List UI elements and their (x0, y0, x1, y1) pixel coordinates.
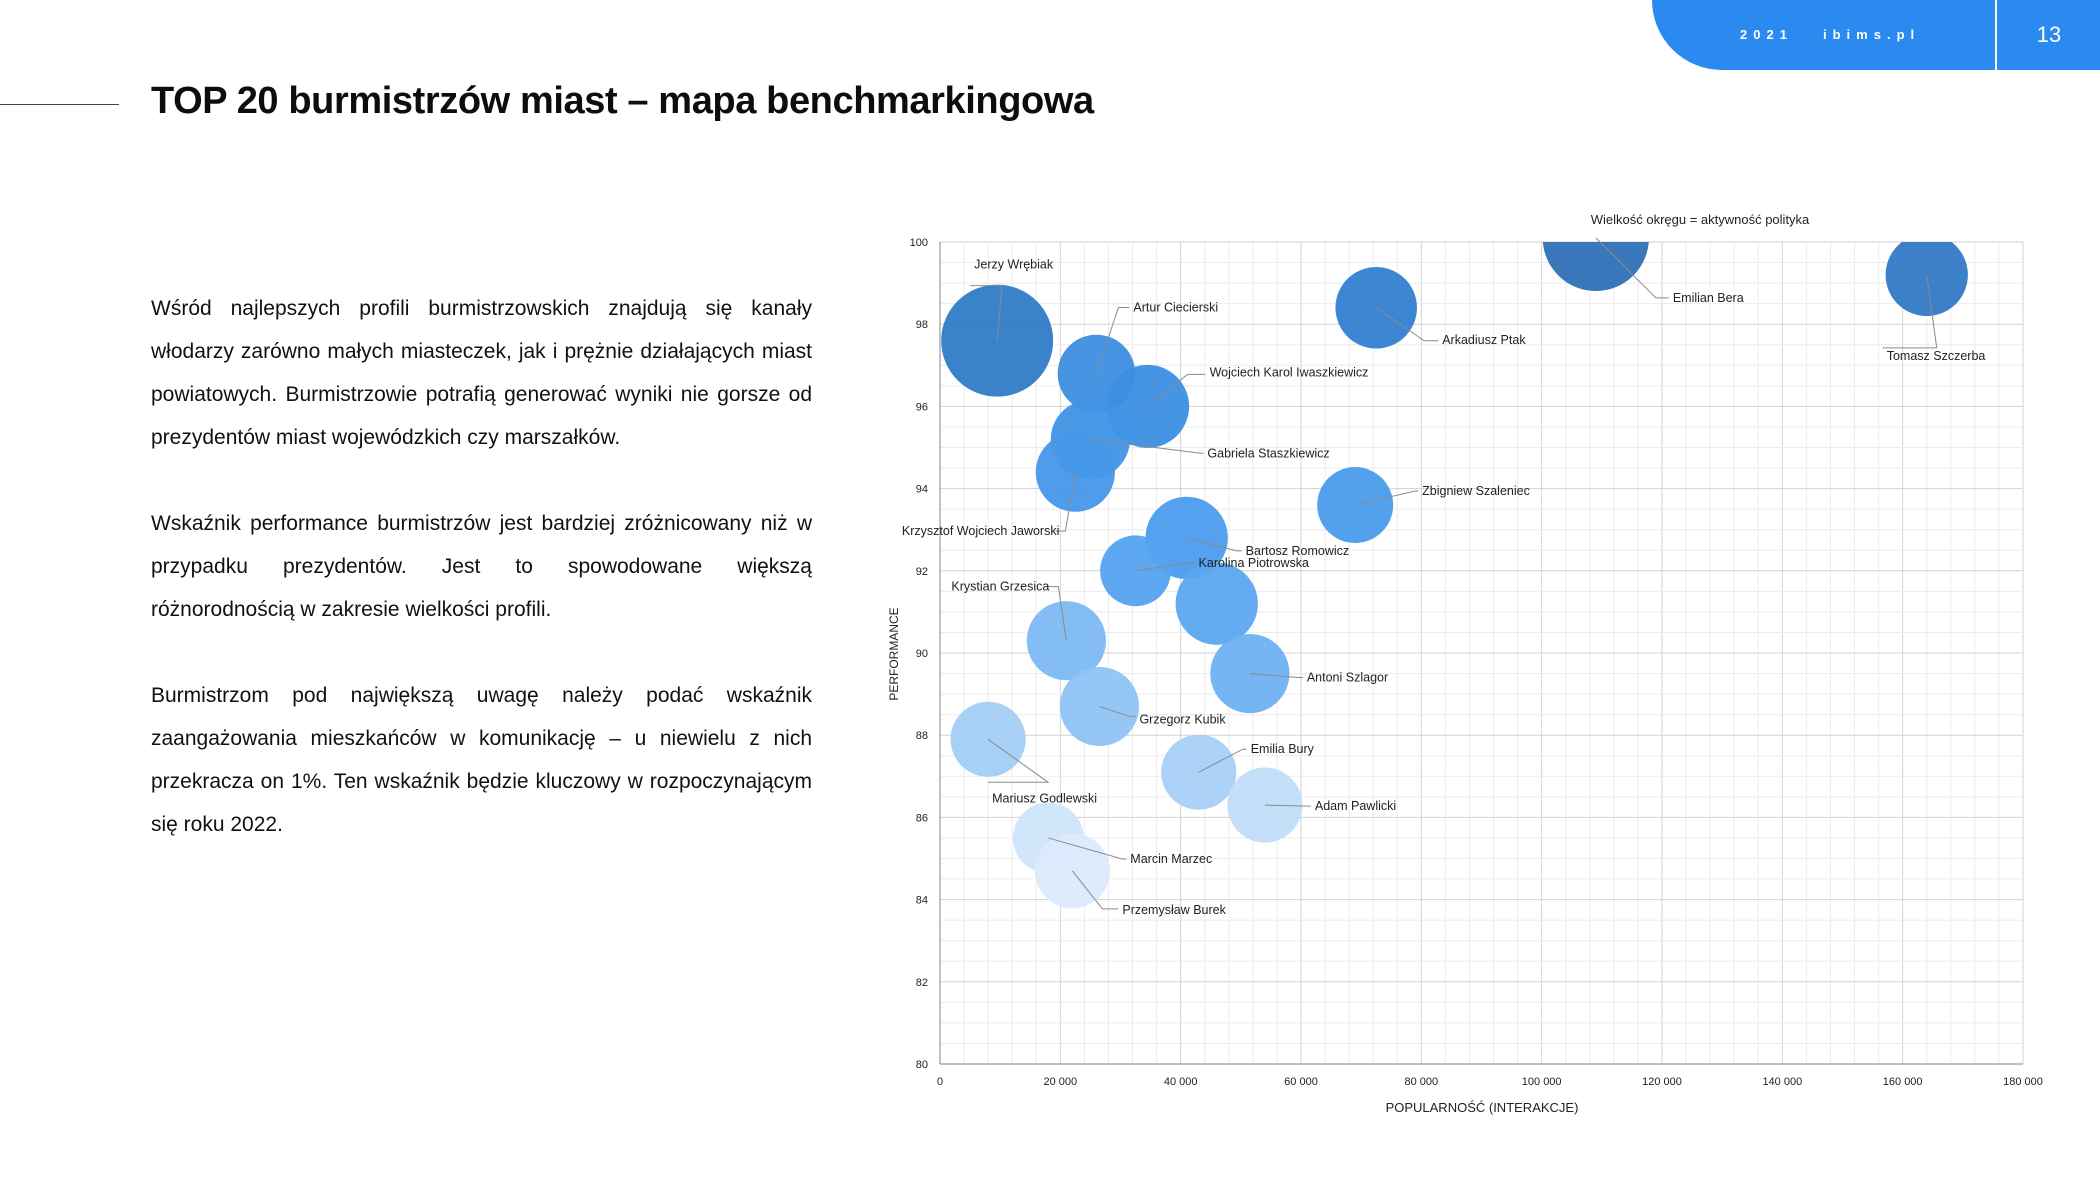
y-tick-label: 84 (915, 894, 928, 907)
y-tick-label: 90 (915, 648, 928, 660)
page-number: 13 (2036, 22, 2062, 47)
x-tick-label: 40 000 (1163, 1076, 1198, 1088)
paragraph-1: Wśród najlepszych profili burmistrzowskich znajdują się kanały włodarzy zarówno małych miasteczek, jak i prężnie działających miast powiatowych. Burmistrzowie potrafią generować wyniki nie gorsze od prezydentów miast wojewódzkich czy marszałków. (151, 297, 812, 449)
bubble-label: Wojciech Karol Iwaszkiewicz (1209, 365, 1369, 380)
y-tick-label: 82 (915, 976, 928, 989)
header-rule (0, 104, 119, 105)
site-name: ibims.pl (1823, 27, 1921, 42)
y-tick-label: 88 (915, 730, 928, 743)
bubble-point-3 (1335, 267, 1417, 349)
bubble-label: Gabriela Staszkiewicz (1207, 446, 1330, 461)
x-tick-label: 100 000 (1521, 1076, 1562, 1088)
bubble-chart (870, 200, 2060, 1130)
bubble-point-16 (1161, 735, 1236, 810)
bubble-label: Krzysztof Wojciech Jaworski (901, 524, 1060, 539)
bubble-point-11 (1176, 563, 1258, 645)
bubble-label: Przemysław Burek (1122, 902, 1226, 917)
y-tick-label: 98 (915, 319, 928, 332)
bubble-label: Marcin Marzec (1130, 851, 1213, 866)
bubble-point-17 (1227, 768, 1302, 843)
bubble-label: Tomasz Szczerba (1886, 348, 1986, 363)
page-title: TOP 20 burmistrzów miast – mapa benchmarkingowa (151, 80, 1094, 122)
bubble-label: Grzegorz Kubik (1139, 712, 1226, 727)
bubble-label: Emilia Bury (1250, 742, 1314, 757)
bubble-label: Arkadiusz Ptak (1442, 332, 1526, 347)
y-axis-title: PERFORMANCE (887, 607, 901, 701)
x-tick-label: 60 000 (1284, 1076, 1318, 1088)
y-tick-label: 96 (915, 401, 928, 414)
report-year: 2021 (1740, 27, 1793, 42)
bubble-point-14 (1060, 667, 1139, 746)
x-tick-label: 0 (936, 1076, 944, 1088)
chart-size-note: Wielkość okręgu = aktywność polityka (1590, 212, 1810, 227)
bubble-point-15 (951, 702, 1026, 777)
x-tick-label: 180 000 (2003, 1076, 2043, 1088)
bubble-label: Emilian Bera (1672, 290, 1744, 305)
y-tick-label: 80 (915, 1059, 928, 1071)
page-badge-divider (1995, 0, 1997, 70)
y-tick-label: 100 (909, 237, 928, 249)
x-tick-label: 120 000 (1642, 1076, 1682, 1088)
x-axis-title: POPULARNOŚĆ (INTERAKCJE) (1385, 1100, 1579, 1115)
bubble-label: Bartosz Romowicz (1245, 543, 1350, 558)
x-tick-label: 140 000 (1762, 1076, 1803, 1088)
bubble-label: Mariusz Godlewski (992, 791, 1098, 806)
bubble-label: Artur Ciecierski (1133, 300, 1219, 315)
y-tick-label: 94 (915, 483, 928, 496)
bubble-label: Zbigniew Szaleniec (1422, 484, 1530, 499)
page-badge (1652, 0, 2100, 70)
y-tick-label: 86 (915, 812, 928, 825)
x-tick-label: 20 000 (1043, 1076, 1078, 1088)
body-text (151, 287, 812, 846)
paragraph-2: Wskaźnik performance burmistrzów jest bardziej zróżnicowany niż w przypadku prezydentów. Jest to spowodowane większą różnorodnością w zakresie wielkości profili. (151, 512, 812, 621)
bubble-label: Jerzy Wrębiak (974, 257, 1054, 272)
bubble-point-0 (941, 285, 1053, 397)
x-tick-label: 160 000 (1882, 1076, 1923, 1088)
x-tick-label: 80 000 (1404, 1076, 1439, 1088)
bubble-label: Adam Pawlicki (1314, 799, 1397, 814)
y-tick-label: 92 (915, 565, 928, 578)
paragraph-3: Burmistrzom pod największą uwagę należy podać wskaźnik zaangażowania mieszkańców w komunikację – u niewielu z nich przekracza on 1%. Ten wskaźnik będzie kluczowy w rozpoczynającym się roku 2022. (151, 684, 812, 836)
bubble-label: Karolina Piotrowska (1198, 555, 1310, 570)
bubble-label: Krystian Grzesica (951, 579, 1050, 594)
bubble-label: Antoni Szlagor (1306, 670, 1389, 685)
